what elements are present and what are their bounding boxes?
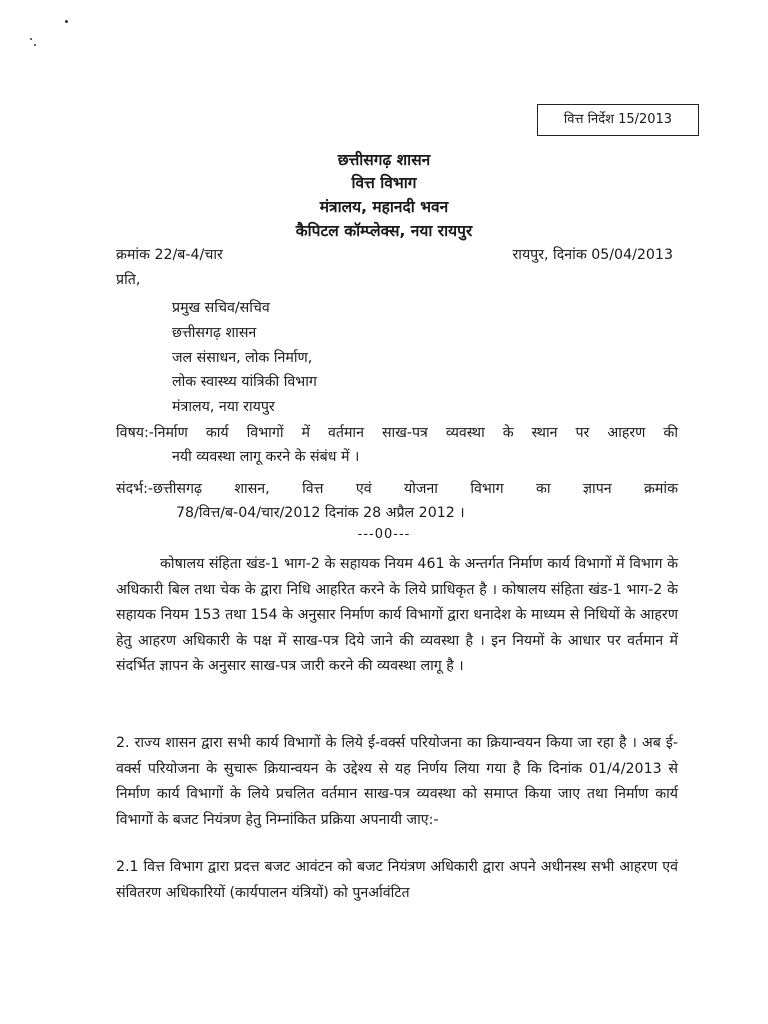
paragraph-1: कोषालय संहिता खंड-1 भाग-2 के सहायक नियम 461 के अन्तर्गत निर्माण कार्य विभागों में विभाग के अधिकारी बिल तथा चेक के द्वारा निधि आहरित करने के लिये प्राधिकृत है । कोषालय संहिता खंड-1 भाग-2 के सहायक नियम 153 तथा 154 के अनुसार निर्माण कार्य विभागों द्वारा धनादेश के माध्यम से निधियों के आहरण हेतु आहरण अधिकारी के पक्ष में साख-पत्र दिये जाने की व्यवस्था है । इन नियमों के आधार पर वर्तमान में संदर्भित ज्ञापन के अनुसार साख-पत्र जारी करने की व्यवस्था लागू है । bbox=[116, 556, 678, 675]
addressee-line: छत्तीसगढ़ शासन bbox=[172, 325, 257, 341]
header-line-building: मंत्रालय, महानदी भवन bbox=[319, 198, 449, 216]
header-line-address: कैपिटल कॉम्प्लेक्स, नया रायपुर bbox=[295, 222, 473, 240]
reference-box: वित्त निर्देश 15/2013 bbox=[537, 104, 699, 136]
letter-number: क्रमांक 22/ब-4/चार bbox=[116, 247, 223, 263]
subject-line-cont: नयी व्यवस्था लागू करने के संबंध में । bbox=[172, 449, 360, 465]
letter-place-date: रायपुर, दिनांक 05/04/2013 bbox=[512, 247, 673, 263]
paragraph-2-1: 2.1 वित्त विभाग द्वारा प्रदत्त बजट आवंटन को बजट नियंत्रण अधिकारी द्वारा अपने अधीनस्थ सभी आहरण एवं संवितरण अधिकारियों (कार्यपालन यंत्रियों) को पुनर्आवंटित bbox=[116, 859, 678, 901]
scan-speck bbox=[65, 20, 68, 23]
reference-line: संदर्भ:-छत्तीसगढ़ शासन, वित्त एवं योजना विभाग का ज्ञापन क्रमांक bbox=[116, 481, 678, 497]
reference-line-cont: 78/वित्त/ब-04/चार/2012 दिनांक 28 अप्रैल 2012 । bbox=[176, 505, 465, 521]
scan-speck bbox=[34, 44, 36, 46]
to-label: प्रति, bbox=[116, 272, 141, 288]
paragraph-2: 2. राज्य शासन द्वारा सभी कार्य विभागों के लिये ई-वर्क्स परियोजना का क्रियान्वयन किया जा रहा है । अब ई-वर्क्स परियोजना के सुचारू क्रियान्वयन के उद्देश्य से यह निर्णय लिया गया है कि दिनांक 01/4/2013 से निर्माण कार्य विभागों के लिये प्रचलित वर्तमान साख-पत्र व्यवस्था को समाप्त किया जाए तथा निर्माण कार्य विभागों के बजट नियंत्रण हेतु निम्नांकित प्रक्रिया अपनायी जाए:- bbox=[116, 735, 678, 828]
subject-line: विषय:-निर्माण कार्य विभागों में वर्तमान साख-पत्र व्यवस्था के स्थान पर आहरण की bbox=[116, 425, 678, 441]
addressee-line: प्रमुख सचिव/सचिव bbox=[172, 300, 270, 316]
header-line-dept: वित्त विभाग bbox=[351, 174, 417, 192]
addressee-line: मंत्रालय, नया रायपुर bbox=[172, 399, 275, 415]
header-line-govt: छत्तीसगढ़ शासन bbox=[337, 151, 431, 169]
scan-speck bbox=[30, 38, 32, 40]
addressee-line: लोक स्वास्थ्य यांत्रिकी विभाग bbox=[172, 374, 317, 390]
section-separator: ---00--- bbox=[357, 527, 411, 542]
addressee-line: जल संसाधन, लोक निर्माण, bbox=[172, 350, 313, 366]
